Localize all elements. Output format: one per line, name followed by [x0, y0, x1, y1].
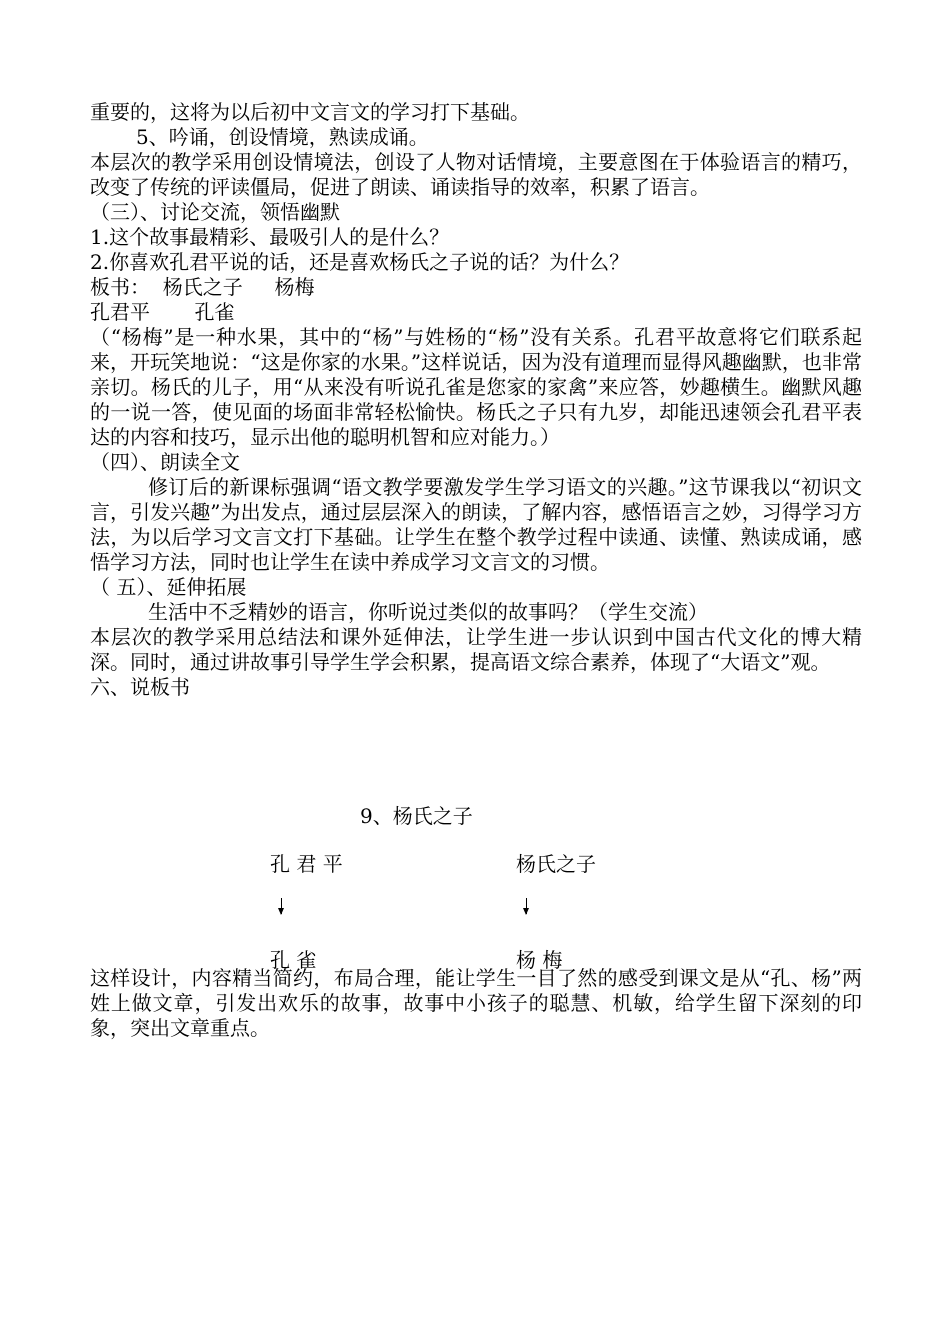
section-heading-extension: （ 五）、延伸拓展 [90, 575, 247, 599]
blackboard-diagram [90, 800, 862, 970]
down-arrow-icon [281, 898, 282, 914]
question-2: 2.你喜欢孔君平说的话，还是喜欢杨氏之子说的话？为什么？ [90, 250, 630, 274]
paragraph-extension-question: 生活中不乏精妙的语言，你听说过类似的故事吗？（学生交流） [148, 600, 708, 624]
board-left-bottom: 孔 雀 [270, 948, 317, 972]
board-right-bottom: 杨 梅 [516, 948, 563, 972]
paragraph-continuation: 重要的，这将为以后初中文言文的学习打下基础。 [90, 100, 530, 124]
board-line-2: 孔君平 孔雀 [90, 300, 235, 324]
down-arrow-icon [526, 898, 527, 914]
document-closing [90, 966, 862, 1041]
paragraph-summary-method: 本层次的教学采用总结法和课外延伸法，让学生进一步认识到中国古代文化的博大精深。同时，通过讲故事引导学生学会积累，提高语文综合素养，体现了“大语文”观。 [90, 625, 862, 674]
board-left-top: 孔 君 平 [270, 852, 343, 876]
paragraph-humor-explanation: （“杨梅”是一种水果，其中的“杨”与姓杨的“杨”没有关系。孔君平故意将它们联系起来，开玩笑地说：“这是你家的水果。”这样说话，因为没有道理而显得风趣幽默，也非常亲切。杨氏的儿子，用“从来没有听说孔雀是您家的家禽”来应答，妙趣横生。幽默风趣的一说一答，使见面的场面非常轻松愉快。杨氏之子只有九岁，却能迅速领会孔君平表达的内容和技巧，显示出他的聪明机智和应对能力。） [90, 325, 862, 449]
board-title: 9、杨氏之子 [360, 804, 473, 828]
paragraph-closing: 这样设计，内容精当简约，布局合理，能让学生一目了然的感受到课文是从“孔、杨”两姓上做文章，引发出欢乐的故事，故事中小孩子的聪慧、机敏，给学生留下深刻的印象，突出文章重点。 [90, 966, 862, 1040]
document-body [90, 100, 862, 700]
question-1: 1.这个故事最精彩、最吸引人的是什么？ [90, 225, 450, 249]
paragraph-curriculum: 修订后的新课标强调“语文教学要激发学生学习语文的兴趣。”这节课我以“初识文言，引发兴趣”为出发点，通过层层深入的朗读，了解内容，感悟语言之妙，习得学习方法，为以后学习文言文打下基础。让学生在整个教学过程中读通、读懂、熟读成诵，感悟学习方法，同时也让学生在读中养成学习文言文的习惯。 [90, 475, 862, 574]
step-heading-recite: 5、吟诵，创设情境，熟读成诵。 [136, 125, 429, 149]
section-heading-board: 六、说板书 [90, 675, 190, 699]
board-right-top: 杨氏之子 [516, 852, 596, 876]
board-line-1: 板书： 杨氏之子 杨梅 [90, 275, 315, 299]
section-heading-discuss: （三）、讨论交流，领悟幽默 [90, 200, 340, 224]
paragraph-situation-method: 本层次的教学采用创设情境法，创设了人物对话情境，主要意图在于体验语言的精巧，改变了传统的评读僵局，促进了朗读、诵读指导的效率，积累了语言。 [90, 150, 862, 199]
section-heading-read-aloud: （四）、朗读全文 [90, 450, 240, 474]
